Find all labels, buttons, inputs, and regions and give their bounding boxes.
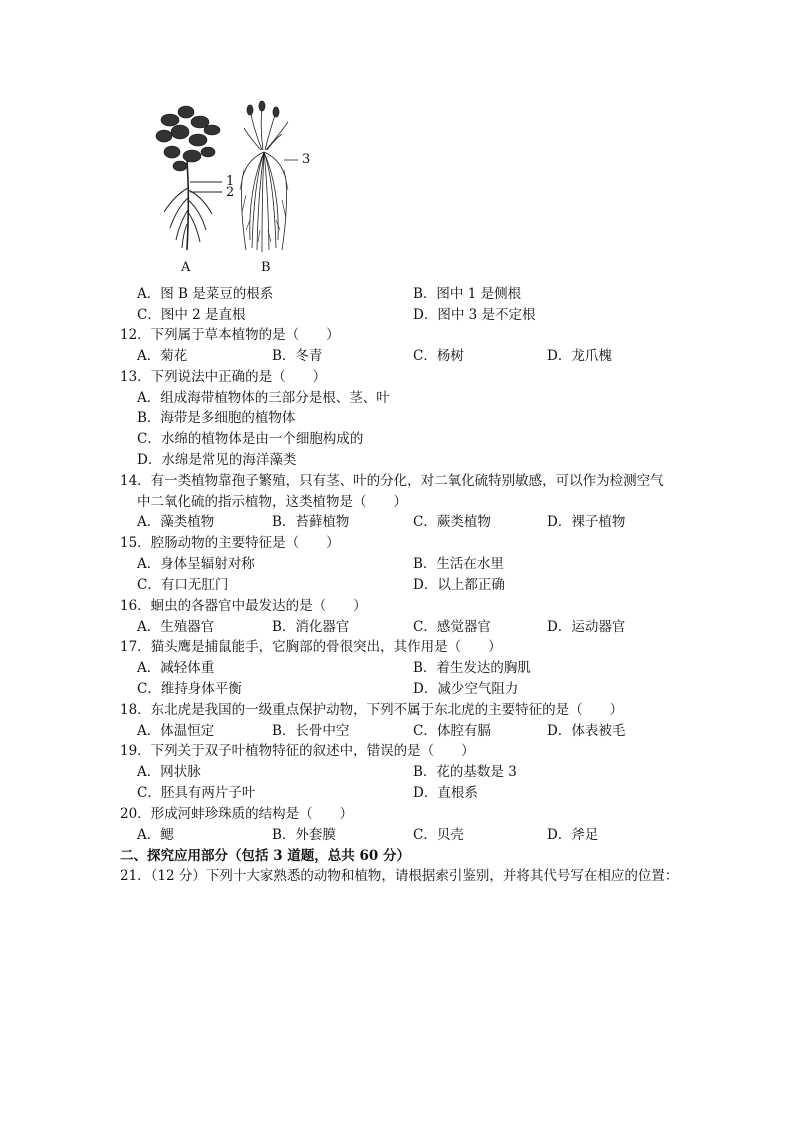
- plant-b-drawing: [240, 101, 298, 252]
- q14-stem-line1: 14．有一类植物靠孢子繁殖，只有茎、叶的分化，对二氧化硫特别敏感，可以作为检测空气: [120, 473, 664, 489]
- q16-option-c: C．感觉器官: [413, 619, 491, 635]
- q12-option-a: A．菊花: [137, 348, 188, 364]
- q15-option-b: B．生活在水里: [413, 556, 504, 572]
- q19-option-c: C．胚具有两片子叶: [137, 785, 256, 801]
- q19-option-a: A．网状脉: [137, 764, 201, 780]
- q20-option-c: C．贝壳: [413, 827, 464, 843]
- q20-option-b: B．外套膜: [272, 827, 336, 843]
- q18-option-c: C．体腔有膈: [413, 723, 491, 739]
- q15-option-c: C．有口无肛门: [137, 577, 229, 593]
- q14-option-a: A．藻类植物: [137, 514, 215, 530]
- q11-option-d: D．图中 3 是不定根: [413, 307, 536, 323]
- q17-option-c: C．维持身体平衡: [137, 681, 242, 697]
- q15-option-d: D．以上都正确: [413, 577, 505, 593]
- q14-stem-line2: 中二氧化硫的指示植物，这类植物是（ ）: [137, 494, 407, 510]
- q15-option-a: A．身体呈辐射对称: [137, 556, 255, 572]
- q12-option-c: C．杨树: [413, 348, 464, 364]
- q13-stem: 13．下列说法中正确的是（ ）: [120, 369, 327, 385]
- figure-label-3: 3: [302, 152, 311, 167]
- figure-caption-b: B: [261, 260, 271, 275]
- q18-option-a: A．体温恒定: [137, 723, 215, 739]
- q16-option-b: B．消化器官: [272, 619, 350, 635]
- q12-option-d: D．龙爪槐: [547, 348, 612, 364]
- q13-option-d: D．水绵是常见的海洋藻类: [137, 452, 297, 468]
- q12-stem: 12．下列属于草本植物的是（ ）: [120, 327, 340, 343]
- q13-option-c: C．水绵的植物体是由一个细胞构成的: [137, 431, 364, 447]
- q14-option-d: D．裸子植物: [547, 514, 626, 530]
- section-2-heading: 二、探究应用部分（包括 3 道题，总共 60 分）: [120, 848, 410, 864]
- q21-stem: 21．（12 分）下列十大家熟悉的动物和植物，请根据索引鉴别，并将其代号写在相应的位置：: [120, 868, 679, 884]
- q19-option-d: D．直根系: [413, 785, 478, 801]
- q18-option-b: B．长骨中空: [272, 723, 350, 739]
- q16-option-a: A．生殖器官: [137, 619, 215, 635]
- q18-stem: 18．东北虎是我国的一级重点保护动物，下列不属于东北虎的主要特征的是（ ）: [120, 702, 624, 718]
- figure-label-2: 2: [226, 185, 235, 200]
- q11-option-c: C．图中 2 是直根: [137, 307, 246, 323]
- figure-caption-a: A: [181, 260, 191, 275]
- q17-option-a: A．减轻体重: [137, 660, 215, 676]
- root-system-illustration: [150, 100, 325, 265]
- q13-option-a: A．组成海带植物体的三部分是根、茎、叶: [137, 390, 390, 406]
- q20-stem: 20．形成河蚌珍珠质的结构是（ ）: [120, 806, 354, 822]
- figure-label-1: 1: [226, 174, 235, 189]
- q12-option-b: B．冬青: [272, 348, 323, 364]
- plant-a-drawing: [156, 106, 222, 250]
- q18-option-d: D．体表被毛: [547, 723, 626, 739]
- q20-option-d: D．斧足: [547, 827, 599, 843]
- q13-option-b: B．海带是多细胞的植物体: [137, 410, 296, 426]
- q11-option-b: B．图中 1 是侧根: [413, 286, 522, 302]
- q17-stem: 17．猫头鹰是捕鼠能手，它胸部的骨很突出，其作用是（ ）: [120, 639, 502, 655]
- q11-option-a: A．图 B 是菜豆的根系: [137, 286, 274, 302]
- q14-option-b: B．苔藓植物: [272, 514, 350, 530]
- q14-option-c: C．蕨类植物: [413, 514, 491, 530]
- q19-stem: 19．下列关于双子叶植物特征的叙述中，错误的是（ ）: [120, 743, 475, 759]
- q16-stem: 16．蛔虫的各器官中最发达的是（ ）: [120, 598, 367, 614]
- q16-option-d: D．运动器官: [547, 619, 626, 635]
- q17-option-d: D．减少空气阻力: [413, 681, 519, 697]
- q19-option-b: B．花的基数是 3: [413, 764, 517, 780]
- q20-option-a: A．鳃: [137, 827, 174, 843]
- q15-stem: 15．腔肠动物的主要特征是（ ）: [120, 535, 340, 551]
- root-system-figure: [150, 100, 325, 280]
- q17-option-b: B．着生发达的胸肌: [413, 660, 531, 676]
